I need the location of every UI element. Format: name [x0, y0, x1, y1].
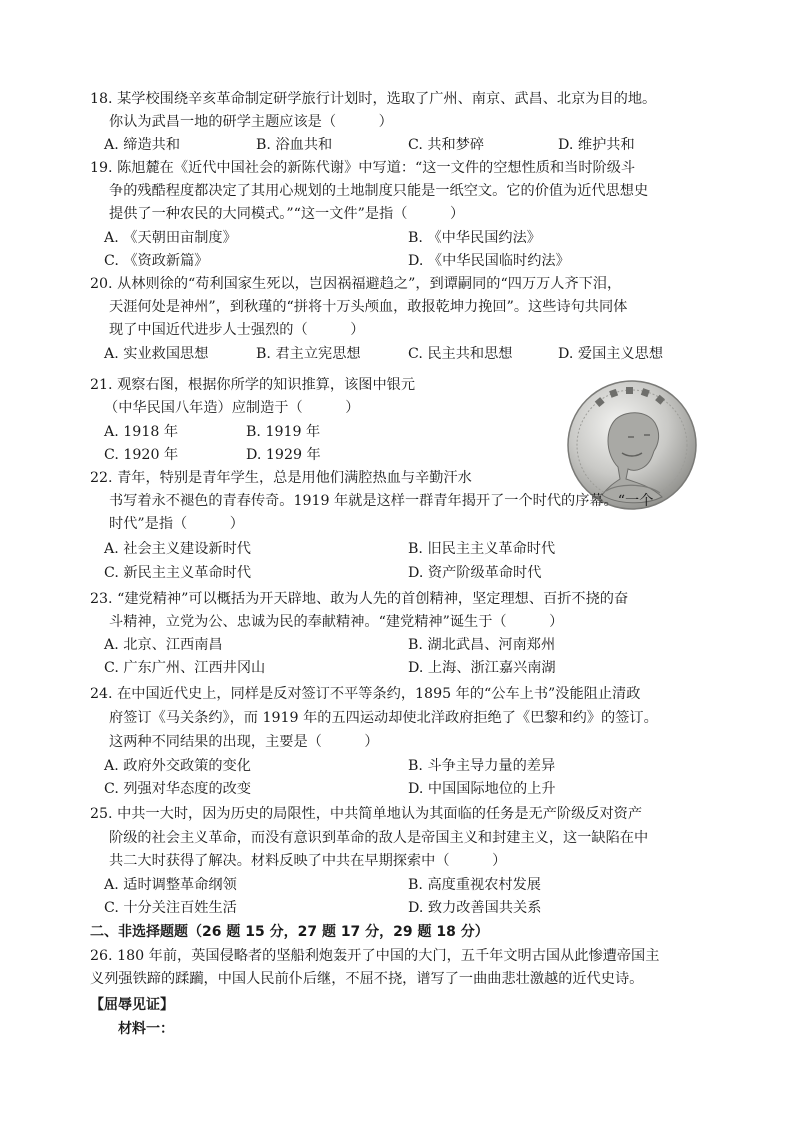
- q20-option-c[interactable]: C. 民主共和思想: [408, 346, 513, 362]
- q20-stem-line3: 现了中国近代进步人士强烈的（ ）: [109, 322, 365, 338]
- q23-option-c[interactable]: C. 广东广州、江西井冈山: [104, 660, 266, 676]
- q21-option-b[interactable]: B. 1919 年: [246, 424, 321, 440]
- q26-stem-line2: 义列强铁蹄的蹂躏，中国人民前仆后继，不屈不挠，谱写了一曲曲悲壮激越的近代史诗。: [90, 971, 644, 987]
- q18-stem-line2: 你认为武昌一地的研学主题应该是（ ）: [109, 114, 393, 130]
- q18-option-b[interactable]: B. 浴血共和: [256, 137, 333, 153]
- q22-option-d[interactable]: D. 资产阶级革命时代: [408, 565, 542, 581]
- q19-option-a[interactable]: A. 《天朝田亩制度》: [104, 230, 237, 246]
- q22-option-b[interactable]: B. 旧民主主义革命时代: [408, 541, 556, 557]
- q25-stem-line2: 阶级的社会主义革命，而没有意识到革命的敌人是帝国主义和封建主义，这一缺陷在中: [109, 830, 649, 846]
- q24-stem-line3: 这两种不同结果的出现，主要是（ ）: [109, 734, 379, 750]
- q20-stem-line1: 20. 从林则徐的“苟利国家生死以，岂因祸福避趋之”，到谭嗣同的“四万万人齐下泪，: [90, 276, 622, 292]
- q26-subheading: 【屈辱见证】: [90, 997, 174, 1013]
- q25-stem-line1: 25. 中共一大时，因为历史的局限性，中共简单地认为其面临的任务是无产阶级反对资产: [90, 806, 643, 822]
- q21-stem-line2: （中华民国八年造）应制造于（ ）: [104, 400, 360, 416]
- q24-stem-line1: 24. 在中国近代史上，同样是反对签订不平等条约，1895 年的“公车上书”没能阻止清政: [90, 686, 641, 702]
- q20-option-b[interactable]: B. 君主立宪思想: [256, 346, 361, 362]
- q22-stem-line3: 时代”是指（ ）: [109, 516, 244, 532]
- q20-option-a[interactable]: A. 实业救国思想: [104, 346, 209, 362]
- q23-option-a[interactable]: A. 北京、江西南昌: [104, 637, 223, 653]
- q20-option-d[interactable]: D. 爱国主义思想: [558, 346, 664, 362]
- q22-stem-line1: 22. 青年，特别是青年学生，总是用他们满腔热血与辛勤汗水: [90, 470, 472, 486]
- q25-option-d[interactable]: D. 致力改善国共关系: [408, 900, 542, 916]
- q23-stem-line1: 23. “建党精神”可以概括为开天辟地、敢为人先的首创精神，坚定理想、百折不挠的奋: [90, 591, 629, 607]
- q24-option-d[interactable]: D. 中国国际地位的上升: [408, 781, 556, 797]
- q22-option-c[interactable]: C. 新民主主义革命时代: [104, 565, 252, 581]
- q24-stem-line2: 府签订《马关条约》，而 1919 年的五四运动却使北洋政府拒绝了《巴黎和约》的签订。: [109, 710, 658, 726]
- q19-option-b[interactable]: B. 《中华民国约法》: [408, 230, 541, 246]
- q19-stem-line1: 19. 陈旭麓在《近代中国社会的新陈代谢》中写道：“这一文件的空想性质和当时阶级斗: [90, 160, 636, 176]
- q22-option-a[interactable]: A. 社会主义建设新时代: [104, 541, 251, 557]
- q25-option-c[interactable]: C. 十分关注百姓生活: [104, 900, 237, 916]
- q22-stem-line2: 书写着永不褪色的青春传奇。1919 年就是这样一群青年揭开了一个时代的序幕。“一个: [109, 493, 654, 509]
- q18-option-d[interactable]: D. 维护共和: [558, 137, 635, 153]
- q18-stem-line1: 18. 某学校围绕辛亥革命制定研学旅行计划时，选取了广州、南京、武昌、北京为目的地。: [90, 91, 657, 107]
- q19-option-d[interactable]: D. 《中华民国临时约法》: [408, 253, 570, 269]
- q23-stem-line2: 斗精神，立党为公、忠诚为民的奉献精神。“建党精神”诞生于（ ）: [109, 614, 564, 630]
- q21-option-c[interactable]: C. 1920 年: [104, 447, 179, 463]
- q21-option-d[interactable]: D. 1929 年: [246, 447, 321, 463]
- q21-stem-line1: 21. 观察右图，根据你所学的知识推算，该图中银元: [90, 377, 416, 393]
- q19-option-c[interactable]: C. 《资政新篇》: [104, 253, 209, 269]
- q21-option-a[interactable]: A. 1918 年: [104, 424, 179, 440]
- q19-stem-line3: 提供了一种农民的大同模式。”“这一文件”是指（ ）: [109, 206, 465, 222]
- q24-option-c[interactable]: C. 列强对华态度的改变: [104, 781, 252, 797]
- q25-stem-line3: 共二大时获得了解决。材料反映了中共在早期探索中（ ）: [109, 853, 507, 869]
- q23-option-b[interactable]: B. 湖北武昌、河南郑州: [408, 637, 556, 653]
- q25-option-b[interactable]: B. 高度重视农村发展: [408, 877, 541, 893]
- q24-option-a[interactable]: A. 政府外交政策的变化: [104, 758, 251, 774]
- q25-option-a[interactable]: A. 适时调整革命纲领: [104, 877, 237, 893]
- q18-option-c[interactable]: C. 共和梦碎: [408, 137, 485, 153]
- q26-stem-line1: 26. 180 年前，英国侵略者的坚船利炮轰开了中国的大门，五千年文明古国从此惨遭帝国主: [90, 948, 660, 964]
- q18-option-a[interactable]: A. 缔造共和: [104, 137, 181, 153]
- q26-material-label: 材料一：: [118, 1021, 174, 1037]
- q23-option-d[interactable]: D. 上海、浙江嘉兴南湖: [408, 660, 556, 676]
- section-heading-non-choice: 二、非选择题题（26 题 15 分，27 题 17 分，29 题 18 分）: [90, 924, 489, 940]
- q20-stem-line2: 天涯何处是神州”，到秋瑾的“拼将十万头颅血，敢报乾坤力挽回”。这些诗句共同体: [109, 299, 628, 315]
- q24-option-b[interactable]: B. 斗争主导力量的差异: [408, 758, 556, 774]
- q19-stem-line2: 争的残酷程度都决定了其用心规划的土地制度只能是一纸空文。它的价值为近代思想史: [109, 183, 649, 199]
